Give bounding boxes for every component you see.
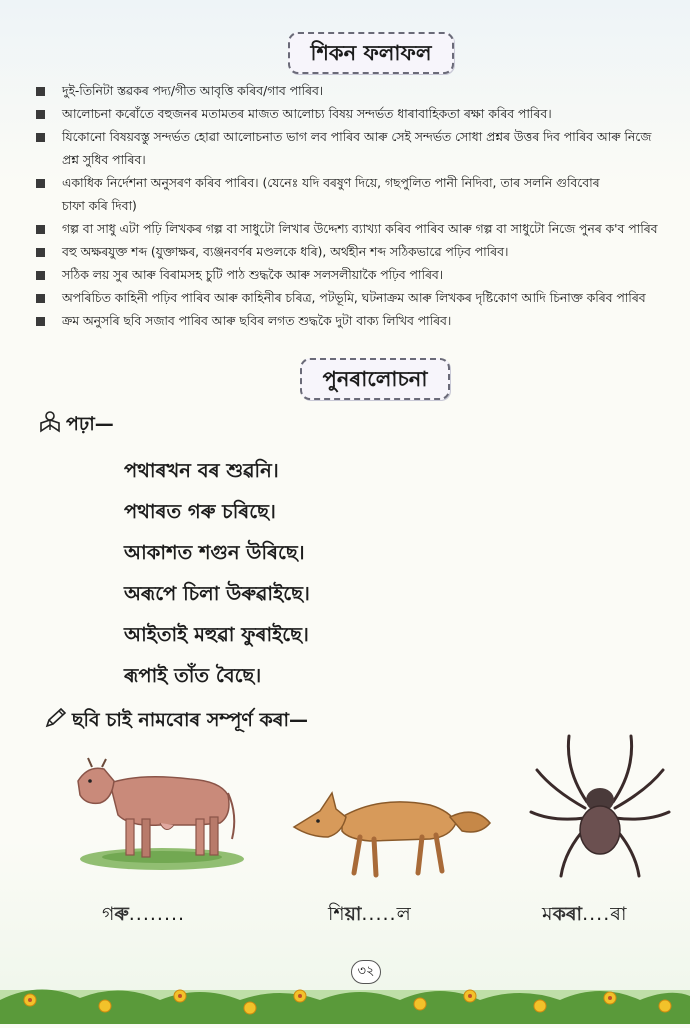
bullet-square-icon — [36, 87, 45, 96]
picture-names-label — [44, 706, 308, 738]
fox-word-blank[interactable] — [328, 900, 411, 932]
reading-label-text: পঢ়া— — [66, 413, 114, 435]
outcome-text: অপৰিচিত কাহিনী পঢ়িব পাৰিব আৰু কাহিনীৰ চৰিত্ৰ, পটভূমি, ঘটনাক্ৰম আৰু লিখকৰ দৃষ্টিকোণ আদি চিনাক্ত কৰিব পাৰিব — [62, 291, 646, 305]
handwritten-fill: য়া — [344, 903, 362, 925]
reading-line: ৰূপাই তাঁত বৈছে। — [124, 664, 262, 687]
reading-line: আইতাই মহুৱা ফুৰাইছে। — [124, 623, 309, 646]
bullet-square-icon — [36, 110, 45, 119]
outcome-text-continued: প্ৰশ্ন সুধিব পাৰিব। — [62, 153, 146, 167]
outcome-text: দুই-তিনিটা স্তৱকৰ পদ্য/গীত আবৃত্তি কৰিব/গাব পাৰিব। — [62, 84, 324, 98]
bullet-square-icon — [36, 179, 45, 188]
outcome-text: আলোচনা কৰোঁতে বহুজনৰ মতামতৰ মাজত আলোচ্য বিষয় সন্দৰ্ভত ধাৰাবাহিকতা ৰক্ষা কৰিব পাৰিব। — [62, 107, 552, 121]
word-blank: ..... — [361, 903, 397, 925]
word-prefix: গ — [102, 903, 115, 925]
outcome-item — [36, 103, 690, 126]
outcome-text: ক্ৰম অনুসৰি ছবি সজাব পাৰিব আৰু ছবিৰ লগত শুদ্ধকৈ দুটা বাক্য লিখিব পাৰিব। — [62, 314, 452, 328]
word-suffix: ল — [396, 903, 411, 925]
review-heading: পুনৰালোচনা — [300, 358, 450, 400]
reading-person-icon — [38, 411, 62, 438]
reading-line: আকাশত শগুন উৰিছে। — [124, 541, 305, 564]
word-prefix: ম — [542, 903, 553, 925]
outcome-item — [36, 310, 690, 333]
reading-line: পথাৰত গৰু চৰিছে। — [124, 500, 276, 523]
outcome-item — [36, 241, 690, 264]
reading-section-label — [38, 410, 114, 442]
learning-outcomes-list — [36, 80, 690, 333]
outcome-text-continued: চাফা কৰি দিবা) — [62, 199, 137, 213]
outcome-item — [36, 172, 690, 218]
word-blank: .... — [582, 903, 611, 925]
learning-outcomes-heading: শিকন ফলাফল — [288, 32, 454, 74]
reading-lines — [124, 450, 310, 696]
fox-illustration — [290, 775, 495, 885]
outcome-text: একাধিক নিৰ্দেশনা অনুসৰণ কৰিব পাৰিব। (যেনেঃ যদি বৰষুণ দিয়ে, গছপুলিত পানী নিদিবা, তাৰ সলনি গুবিবোৰ — [62, 176, 600, 190]
outcome-item — [36, 287, 690, 310]
bullet-square-icon — [36, 225, 45, 234]
outcome-text: গল্প বা সাধু এটা পঢ়ি লিখকৰ গল্প বা সাধুটো লিখাৰ উদ্দেশ্য ব্যাখ্যা কৰিব পাৰিব আৰু গল্প বা সাধুটো নিজে পুনৰ ক'ব পাৰিব — [62, 222, 658, 236]
picture-names-label-text: ছবি চাই নামবোৰ সম্পূৰ্ণ কৰা— — [72, 709, 309, 731]
handwritten-fill: ৰু — [114, 903, 129, 925]
handwritten-fill: কৰা — [552, 903, 583, 925]
outcome-text: সঠিক লয় সুৰ আৰু বিৰামসহ চুটি পাঠ শুদ্ধকৈ আৰু সলসলীয়াকৈ পঢ়িব পাৰিব। — [62, 268, 444, 282]
pencil-icon — [44, 707, 68, 734]
outcome-item — [36, 264, 690, 287]
outcome-item — [36, 80, 690, 103]
outcome-item — [36, 218, 690, 241]
bullet-square-icon — [36, 271, 45, 280]
reading-line: অৰূপে চিলা উৰুৱাইছে। — [124, 582, 310, 605]
bullet-square-icon — [36, 294, 45, 303]
outcome-item — [36, 126, 690, 172]
word-prefix: শি — [328, 903, 345, 925]
bullet-square-icon — [36, 317, 45, 326]
outcome-text: যিকোনো বিষয়বস্তু সন্দৰ্ভত হোৱা আলোচনাত ভাগ লব পাৰিব আৰু সেই সন্দৰ্ভত সোধা প্ৰশ্নৰ উত্তৰ দিব পাৰিব আৰু নিজে — [62, 130, 652, 144]
cow-word-blank[interactable] — [102, 900, 185, 932]
reading-line: পথাৰখন বৰ শুৱনি। — [124, 459, 279, 482]
cow-illustration — [70, 755, 245, 873]
spider-word-blank[interactable] — [542, 900, 626, 932]
bullet-square-icon — [36, 248, 45, 257]
bullet-square-icon — [36, 133, 45, 142]
flower-border — [0, 960, 690, 1024]
word-suffix: ৰা — [610, 903, 627, 925]
word-blank: ........ — [128, 903, 186, 925]
spider-illustration — [525, 730, 675, 880]
outcome-text: বহু অক্ষৰযুক্ত শব্দ (যুক্তাক্ষৰ, ব্যঞ্জনবৰ্ণৰ মণ্ডলকে ধৰি), অৰ্থহীন শব্দ সঠিকভাৱে পঢ়িব পাৰিব। — [62, 245, 509, 259]
page-number: ৩২ — [351, 960, 381, 984]
